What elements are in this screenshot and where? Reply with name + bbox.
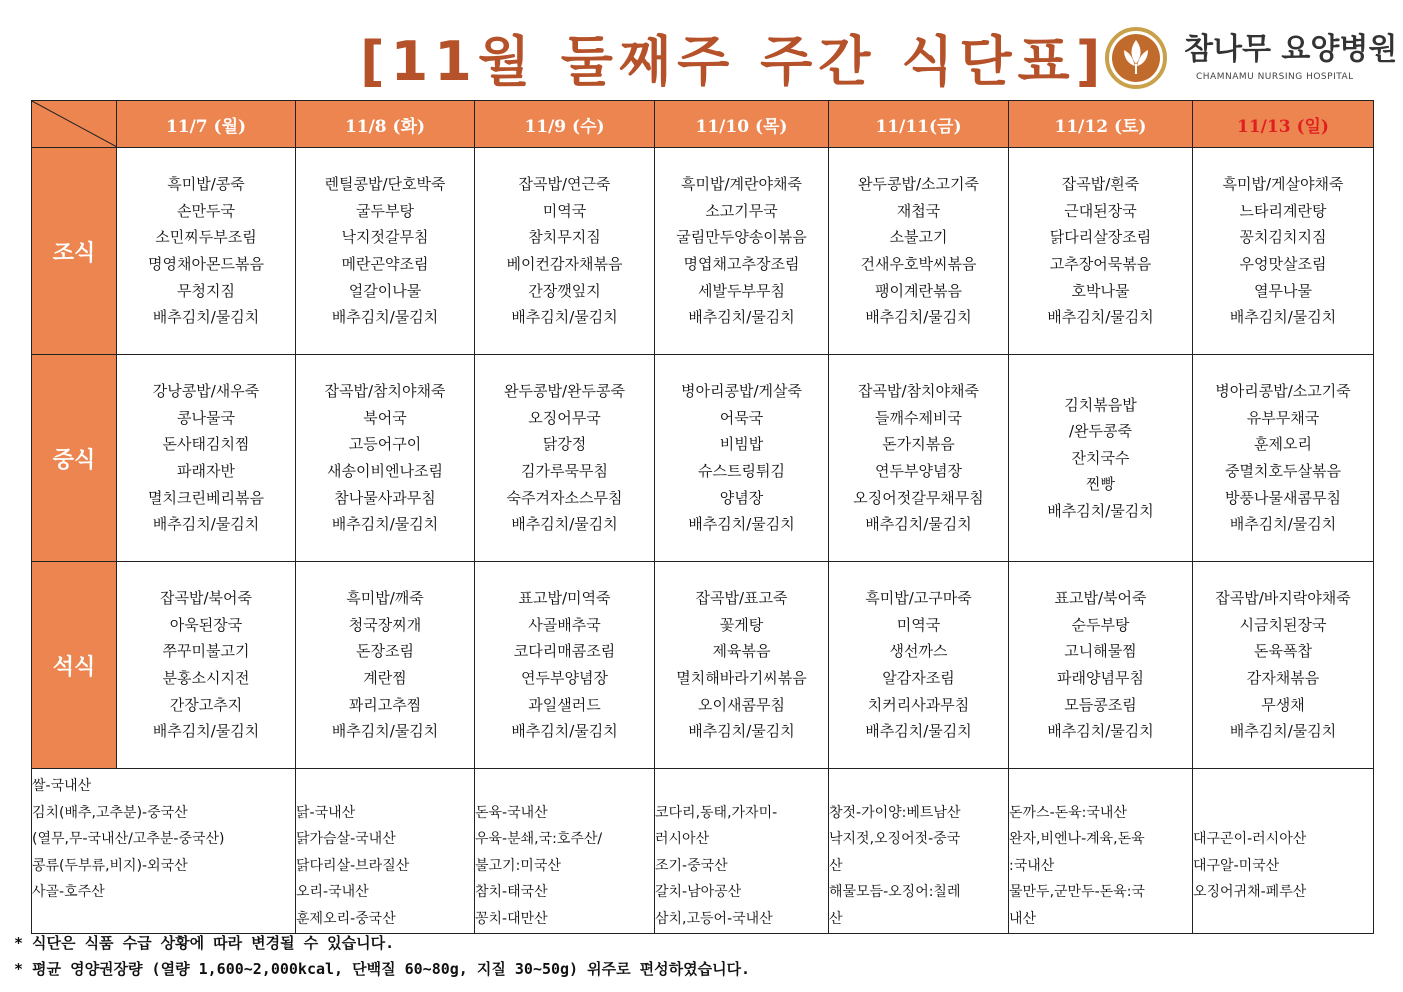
dish-item: 열무나물 (1254, 281, 1312, 300)
dish-item: 병아리콩밥/게살죽 (681, 382, 802, 401)
menu-cell (1193, 148, 1374, 355)
dish-item: 배추김치/물김치 (865, 722, 972, 741)
dish-item: 배추김치/물김치 (152, 722, 260, 741)
hospital-logo (1104, 26, 1398, 90)
dish-item: 고등어구이 (348, 435, 422, 454)
dish-item: 훈제오리 (1254, 435, 1312, 454)
dish-item: 팽이계란볶음 (875, 281, 962, 300)
dish-item: 소불고기 (889, 228, 948, 247)
dish-item: 미역국 (542, 201, 587, 220)
dish-item: 배추김치/물김치 (511, 722, 618, 741)
dish-item: 배추김치/물김치 (865, 308, 972, 327)
dish-item: 배추김치/물김치 (1229, 722, 1337, 741)
origin-cell (829, 769, 1009, 934)
dish-item: 배추김치/물김치 (331, 308, 439, 327)
dish-item: 완두콩밥/완두콩죽 (504, 382, 625, 401)
origin-line: 조기-중국산 (655, 857, 728, 874)
origin-line: 콩류(두부류,비지)-외국산 (32, 857, 188, 874)
dish-item: 호박나물 (1071, 281, 1130, 300)
dish-item: 배추김치/물김치 (1229, 515, 1337, 534)
dish-item: 치커리사과무침 (867, 695, 970, 714)
dish-item: 완두콩밥/소고기죽 (858, 175, 979, 194)
dish-item: 파래양념무침 (1057, 669, 1144, 687)
dish-item: 참치무지짐 (528, 228, 601, 247)
menu-cell (475, 355, 655, 562)
menu-cell (655, 355, 829, 562)
menu-cell (1009, 562, 1193, 769)
dish-item: 배추김치/물김치 (1047, 501, 1154, 520)
dish-item: /완두콩죽 (1068, 422, 1132, 441)
dish-item: 배추김치/물김치 (152, 308, 260, 327)
origin-line: 코다리,동태,가자미- (655, 804, 778, 821)
dish-item: 코다리매콤조림 (513, 642, 616, 661)
dish-item: 김치볶음밥 (1064, 395, 1137, 414)
dish-item: 슈스트링튀김 (698, 462, 785, 480)
menu-cell (829, 148, 1009, 355)
dish-item: 얼갈이나물 (348, 281, 422, 300)
origin-row (32, 769, 1374, 934)
dish-item: 돈가지볶음 (882, 435, 955, 454)
origin-line: 대구알-미국산 (1193, 857, 1280, 874)
dish-item: 잡곡밥/북어죽 (160, 589, 252, 608)
day-header-sunday: 11/13 (일) (1193, 101, 1374, 148)
dish-item: 소고기무국 (705, 201, 778, 220)
day-header: 11/8 (화) (296, 101, 475, 148)
dish-item: 유부무채국 (1246, 408, 1320, 427)
day-header: 11/12 (토) (1009, 101, 1193, 148)
dish-item: 재첩국 (896, 201, 941, 220)
dish-item: 감자채볶음 (1246, 669, 1320, 687)
origin-line: 돈육-국내산 (475, 804, 548, 821)
weekly-menu-table (31, 100, 1374, 934)
dish-item: 메란곤약조림 (341, 255, 429, 273)
origin-line (1009, 773, 1192, 800)
dish-item: 흑미밥/깨죽 (346, 589, 424, 608)
dish-item: 청국장찌개 (348, 615, 422, 634)
dish-item: 찐빵 (1086, 475, 1115, 494)
day-header: 11/7 (월) (117, 101, 296, 148)
dish-item: 양념장 (719, 488, 764, 507)
dish-item: 연두부양념장 (875, 462, 962, 480)
dish-item: 잔치국수 (1071, 448, 1130, 467)
origin-cell (655, 769, 829, 934)
origin-line: :국내산 (1009, 857, 1055, 874)
dish-item: 아욱된장국 (169, 615, 243, 634)
dish-item: 멸치해바라기씨볶음 (676, 669, 807, 687)
day-header: 11/9 (수) (475, 101, 655, 148)
dish-item: 돈육폭찹 (1254, 642, 1312, 661)
origin-line: 낙지젓,오징어젓-중국 (829, 831, 961, 848)
dish-item: 배추김치/물김치 (1047, 722, 1154, 741)
origin-cell (32, 769, 296, 934)
dish-item: 잡곡밥/표고죽 (695, 589, 788, 608)
dish-item: 간장고추지 (169, 695, 243, 714)
dish-item: 들깨수제비국 (875, 408, 962, 427)
dish-item: 꽁치김치지짐 (1239, 228, 1327, 247)
menu-cell (296, 355, 475, 562)
origin-line: 산 (829, 857, 843, 874)
origin-line: 불고기:미국산 (475, 857, 561, 874)
menu-cell (117, 355, 296, 562)
origin-line (1193, 800, 1373, 827)
dish-item: 순두부탕 (1071, 615, 1130, 634)
meal-row (32, 562, 1374, 769)
meal-row (32, 148, 1374, 355)
meal-row (32, 355, 1374, 562)
origin-line: 돈까스-돈육:국내산 (1009, 804, 1127, 821)
dish-item: 배추김치/물김치 (1047, 308, 1154, 327)
meal-label: 중식 (32, 355, 117, 562)
dish-item: 배추김치/물김치 (511, 515, 618, 534)
dish-item: 생선까스 (889, 642, 948, 661)
page-title: [11월 둘째주 주간 식단표] (360, 30, 1107, 93)
dish-item: 고니해물찜 (1064, 642, 1137, 661)
origin-line: 쌀-국내산 (32, 778, 92, 794)
origin-line (296, 773, 474, 800)
origin-line: 완자,비엔나-계육,돈육 (1009, 831, 1145, 848)
dish-item: 북어국 (363, 408, 407, 427)
origin-line: 사골-호주산 (32, 884, 105, 901)
dish-item: 굴림만두양송이볶음 (676, 228, 807, 247)
origin-line: 대구곤이-러시아산 (1193, 831, 1307, 848)
origin-line (475, 773, 654, 800)
dish-item: 우엉맛살조림 (1239, 255, 1327, 273)
origin-line: 삼치,고등어-국내산 (655, 910, 773, 927)
origin-cell (296, 769, 475, 934)
dish-item: 배추김치/물김치 (688, 308, 795, 327)
dish-item: 표고밥/미역죽 (518, 589, 611, 608)
dish-item: 연두부양념장 (521, 669, 608, 687)
dish-item: 중멸치호두살볶음 (1225, 462, 1341, 480)
meal-label: 석식 (32, 562, 117, 769)
dish-item: 느타리계란탕 (1239, 201, 1327, 220)
origin-cell (1009, 769, 1193, 934)
dish-item: 배추김치/물김치 (331, 722, 439, 741)
dish-item: 닭다리살장조림 (1049, 228, 1152, 247)
day-header-row (32, 101, 1374, 148)
dish-item: 무생채 (1261, 695, 1305, 714)
menu-cell (655, 562, 829, 769)
dish-item: 굴두부탕 (356, 201, 414, 220)
origin-line: 오리-국내산 (296, 884, 369, 901)
dish-item: 흑미밥/게살야채죽 (1222, 175, 1344, 194)
origin-line: 산 (829, 910, 843, 927)
origin-line: 러시아산 (655, 831, 710, 848)
origin-line: 오징어귀채-페루산 (1193, 884, 1307, 901)
dish-item: 베이컨감자채볶음 (506, 255, 623, 273)
dish-item: 세발두부무침 (698, 281, 785, 300)
menu-cell (475, 148, 655, 355)
dish-item: 낙지젓갈무침 (341, 228, 429, 247)
dish-item: 파래자반 (177, 462, 235, 480)
dish-item: 제육볶음 (712, 642, 771, 661)
dish-item: 방풍나물새콤무침 (1225, 488, 1341, 507)
dish-item: 손만두국 (177, 201, 235, 220)
dish-item: 콩나물국 (177, 408, 235, 427)
origin-line: 닭가슴살-국내산 (296, 831, 396, 848)
dish-item: 흑미밥/콩죽 (167, 175, 245, 194)
dish-item: 닭강정 (542, 435, 587, 454)
menu-cell (296, 562, 475, 769)
dish-item: 돈사태김치찜 (162, 435, 250, 454)
dish-item: 렌틸콩밥/단호박죽 (324, 175, 446, 194)
origin-line: 꽁치-대만산 (475, 910, 548, 927)
footnotes (14, 930, 750, 982)
origin-line (829, 773, 1008, 800)
dish-item: 오징어젓갈무채무침 (853, 488, 984, 507)
origin-line: 훈제오리-중국산 (296, 910, 396, 927)
dish-item: 명영채아몬드볶음 (148, 255, 264, 273)
dish-item: 강낭콩밥/새우죽 (152, 382, 260, 401)
dish-item: 배추김치/물김치 (511, 308, 618, 327)
dish-item: 김가루묵무침 (521, 462, 608, 480)
hospital-name: 참나무 요양병원 (1184, 32, 1398, 67)
dish-item: 비빔밥 (719, 435, 764, 454)
dish-item: 고추장어묵볶음 (1049, 255, 1152, 273)
meal-label: 조식 (32, 148, 117, 355)
dish-item: 흑미밥/계란야채죽 (681, 175, 802, 194)
dish-item: 소민찌두부조림 (155, 228, 257, 247)
origin-line: 물만두,군만두-돈육:국 (1009, 884, 1145, 901)
origin-line: 창젓-가이양:베트남산 (829, 804, 961, 821)
dish-item: 모듬콩조림 (1064, 695, 1137, 714)
dish-item: 배추김치/물김치 (331, 515, 439, 534)
origin-line: 해물모듬-오징어:칠레 (829, 884, 961, 901)
dish-item: 배추김치/물김치 (152, 515, 260, 534)
dish-item: 분홍소시지전 (162, 669, 250, 687)
origin-line: (열무,무-국내산/고추분-중국산) (32, 831, 225, 848)
menu-cell (829, 562, 1009, 769)
dish-item: 잡곡밥/연근죽 (518, 175, 611, 194)
origin-line: 닭-국내산 (296, 804, 356, 821)
dish-item: 표고밥/북어죽 (1054, 589, 1147, 608)
dish-item: 근대된장국 (1064, 201, 1137, 220)
menu-cell (117, 562, 296, 769)
dish-item: 꽈리고추찜 (348, 695, 422, 714)
dish-item: 무청지짐 (177, 281, 235, 300)
dish-item: 배추김치/물김치 (688, 722, 795, 741)
footnote: * 식단은 식품 수급 상황에 따라 변경될 수 있습니다. (14, 934, 395, 952)
leaf-logo-icon (1104, 26, 1168, 90)
menu-cell (117, 148, 296, 355)
origin-line: 우육-분쇄,국:호주산/ (475, 831, 603, 848)
day-header: 11/10 (목) (655, 101, 829, 148)
dish-item: 어묵국 (719, 408, 764, 427)
origin-line: 참치-태국산 (475, 884, 548, 901)
dish-item: 오징어무국 (528, 408, 601, 427)
dish-item: 흑미밥/고구마죽 (865, 589, 972, 608)
diagonal-divider-icon (32, 101, 117, 147)
dish-item: 숙주겨자소스무침 (506, 488, 623, 507)
corner-cell (32, 101, 117, 148)
menu-cell (655, 148, 829, 355)
dish-item: 건새우호박씨볶음 (860, 255, 977, 273)
day-header: 11/11(금) (829, 101, 1009, 148)
dish-item: 잡곡밥/참치야채죽 (324, 382, 446, 401)
dish-item: 잡곡밥/흰죽 (1061, 175, 1140, 194)
origin-line: 닭다리살-브라질산 (296, 857, 410, 874)
origin-line: 갈치-남아공산 (655, 884, 742, 901)
dish-item: 오이새콤무침 (698, 695, 785, 714)
dish-item: 계란찜 (363, 669, 407, 687)
dish-item: 시금치된장국 (1239, 615, 1327, 634)
menu-cell (1009, 148, 1193, 355)
footnote: * 평균 영양권장량 (열량 1,600~2,000kcal, 단백질 60~80g, 지질 30~50g) 위주로 편성하였습니다. (14, 960, 751, 978)
dish-item: 간장깻잎지 (528, 281, 601, 300)
menu-cell (1009, 355, 1193, 562)
menu-cell (475, 562, 655, 769)
origin-cell (1193, 769, 1374, 934)
menu-cell (1193, 355, 1374, 562)
dish-item: 병아리콩밥/소고기죽 (1215, 382, 1351, 401)
origin-line (1193, 773, 1373, 800)
hospital-name-english: CHAMNAMU NURSING HOSPITAL (1196, 72, 1354, 82)
dish-item: 미역국 (896, 615, 941, 634)
dish-item: 쭈꾸미불고기 (162, 642, 250, 661)
dish-item: 참나물사과무침 (334, 488, 436, 507)
dish-item: 새송이비엔나조림 (327, 462, 443, 480)
menu-cell (829, 355, 1009, 562)
dish-item: 명엽채고추장조림 (683, 255, 800, 273)
origin-cell (475, 769, 655, 934)
dish-item: 꽃게탕 (719, 615, 764, 634)
origin-line: 내산 (1009, 910, 1037, 927)
dish-item: 과일샐러드 (528, 695, 601, 714)
dish-item: 배추김치/물김치 (865, 515, 972, 534)
menu-cell (296, 148, 475, 355)
dish-item: 배추김치/물김치 (688, 515, 795, 534)
dish-item: 알감자조림 (882, 669, 955, 687)
dish-item: 배추김치/물김치 (1229, 308, 1337, 327)
dish-item: 돈장조림 (356, 642, 414, 661)
dish-item: 잡곡밥/바지락야채죽 (1215, 589, 1351, 608)
origin-line: 김치(배추,고추분)-중국산 (32, 804, 188, 821)
origin-line (655, 773, 828, 800)
dish-item: 잡곡밥/참치야채죽 (858, 382, 979, 401)
dish-item: 멸치크린베리볶음 (148, 488, 264, 507)
menu-cell (1193, 562, 1374, 769)
dish-item: 사골배추국 (528, 615, 601, 634)
